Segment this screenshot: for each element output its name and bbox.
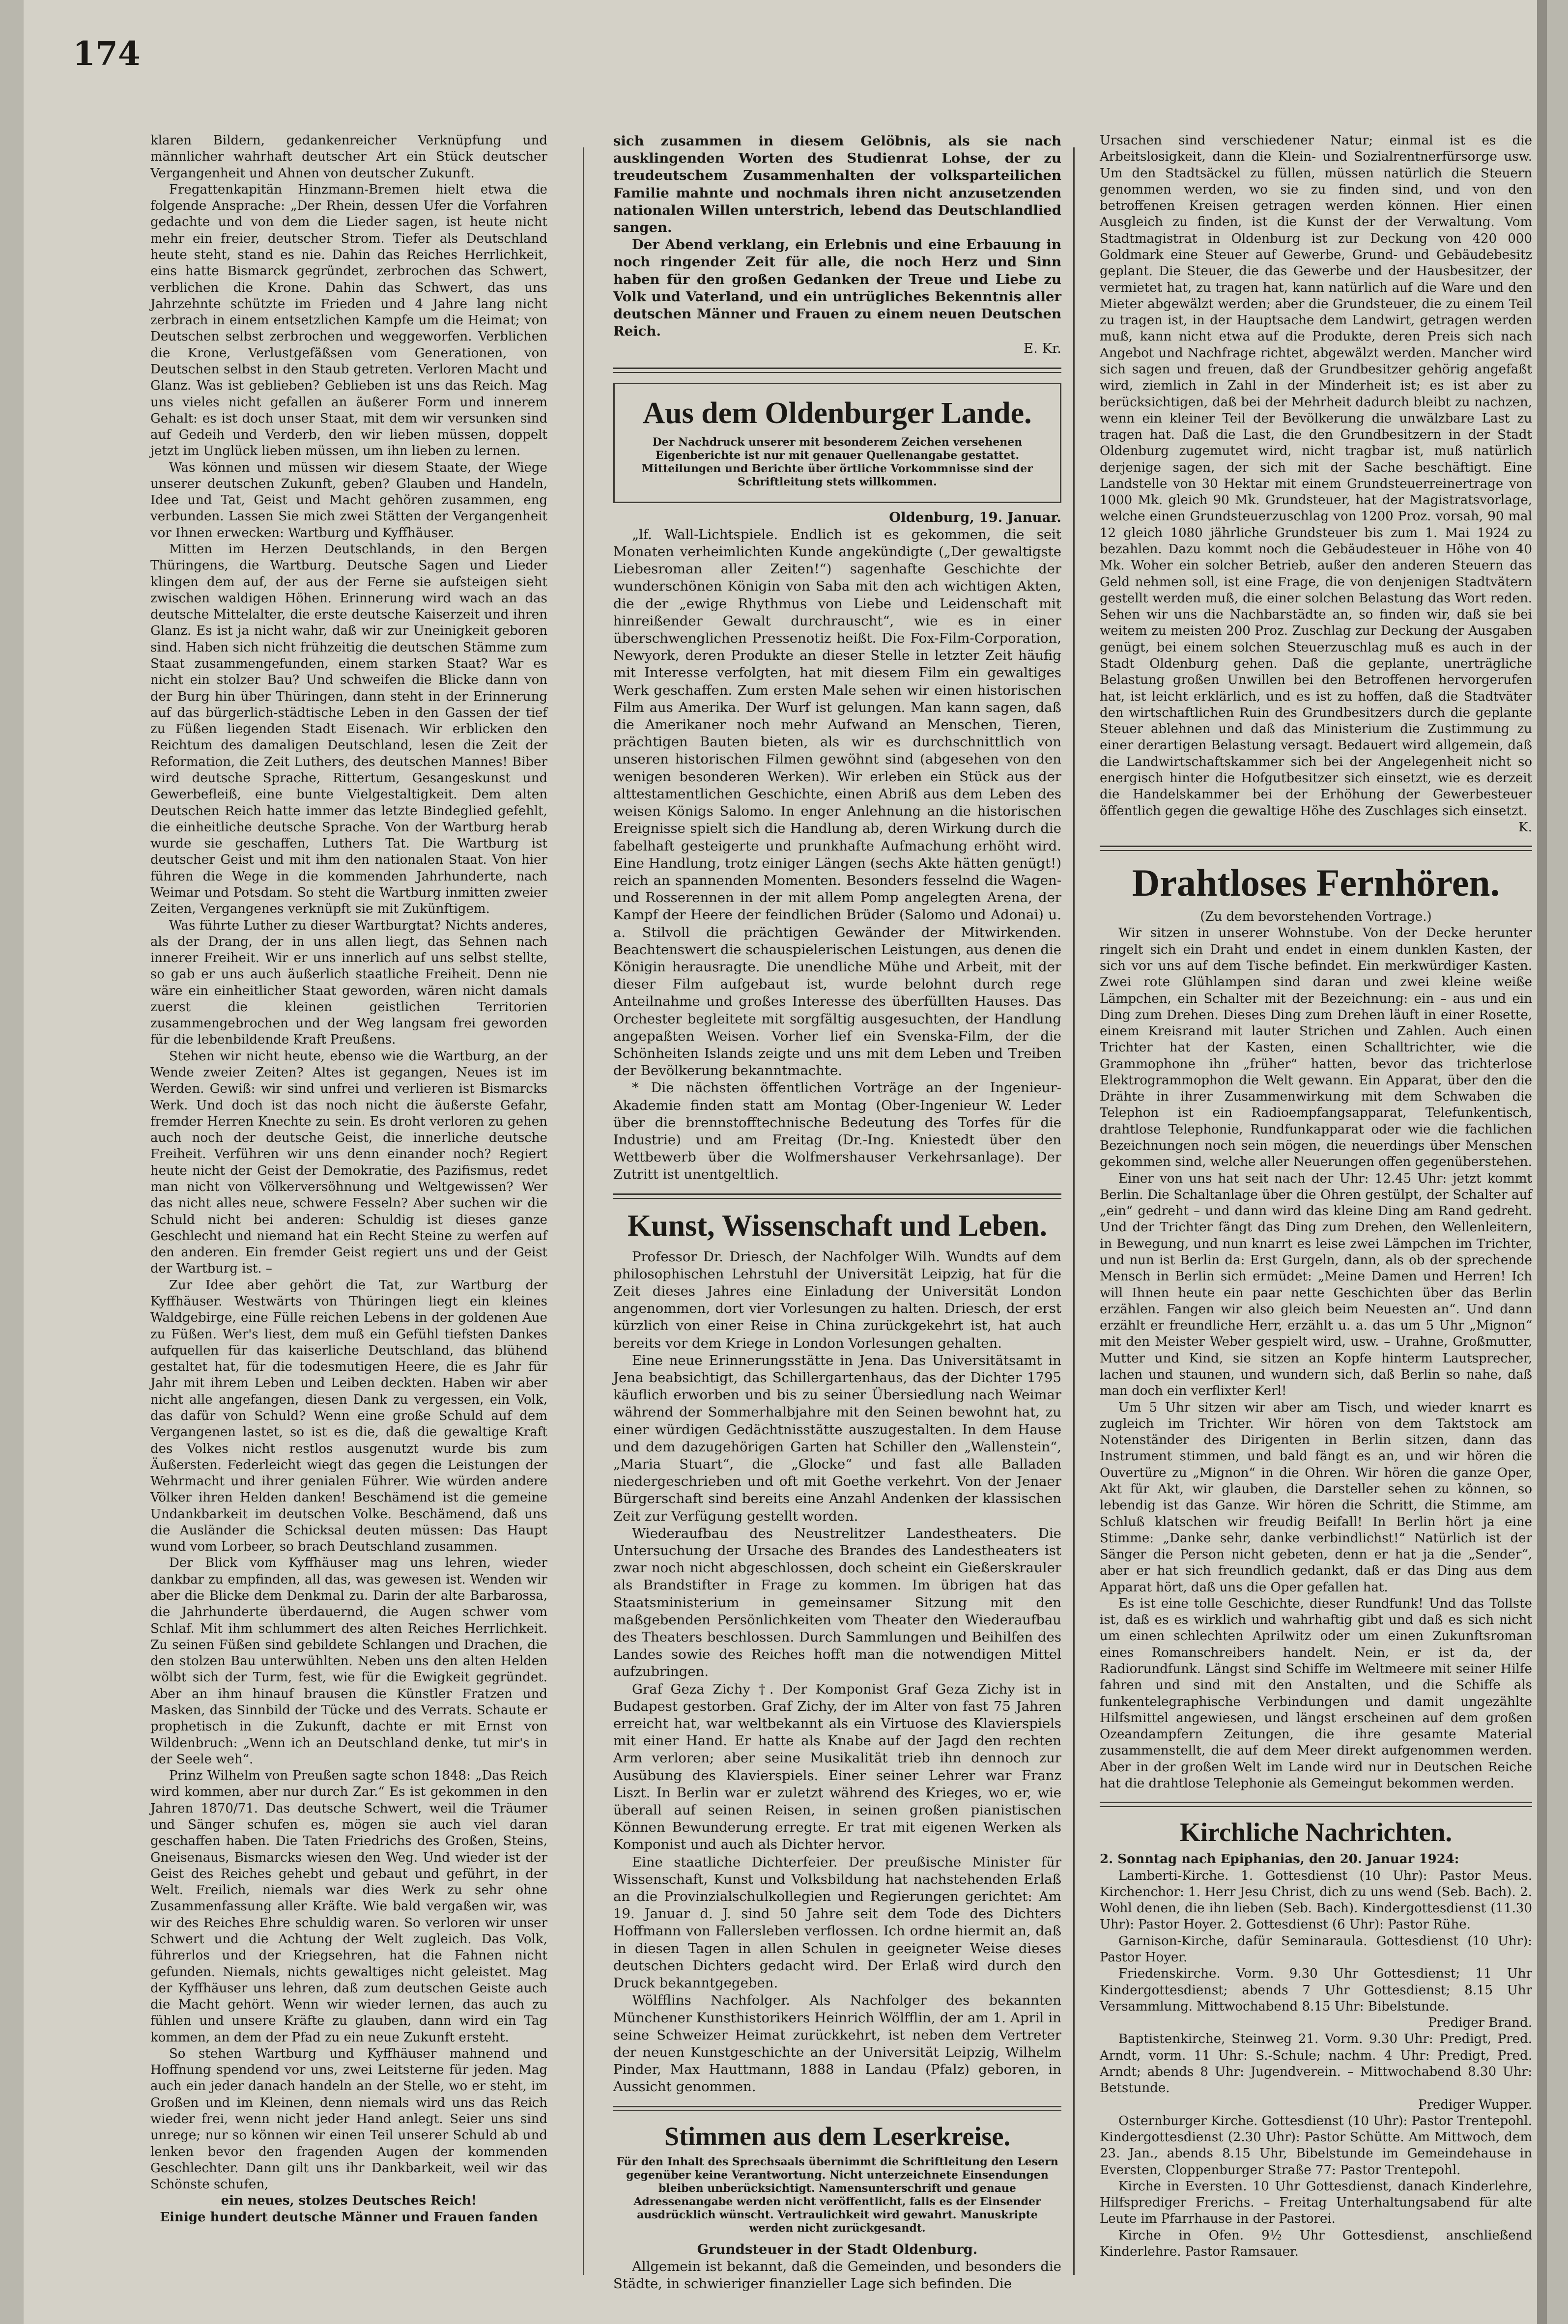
article-paragraph: So stehen Wartburg und Kyffhäuser mahnend und Hoffnung spendend vor uns, zwei Leitsterne für jeden. Mag auch ein jeder danach handeln an der Stelle, wo er steht, im Großen und im Kleinen, denn niemals wird uns das Reich wieder frei, wenn nicht jeder Hand anlegt. Seier uns sind unrege; nur so können wir einen Teil unserer Schuld ab und lenken bevor den fragenden Augen der kommenden Geschlechter. Dann gilt uns ihr Dankbarkeit, weil wir das Schönste schufen,: [150, 2046, 547, 2192]
column-rule-2: [1073, 147, 1075, 2275]
article-closing-line: ein neues, stolzes Deutsches Reich!: [221, 2193, 477, 2209]
article-paragraph: Prinz Wilhelm von Preußen sagte schon 1848: „Das Reich wird kommen, aber nur durch Zar.“ Es ist gekommen in den Jahren 1870/71. Das deutsche Schwert, weil die Träumer und Sänger schufen es, mögen sie auch viel daran geschaffen haben. Die Taten Friedrichs des Großen, Steins, Gneisenaus, Bismarcks wiesen den Weg. Und wieder ist der Geist des Reiches gehebt und gebaut und geführt, in der Welt. Freilich, niemals war dies Werk zu sehr ohne Zusammenfassung aller Kräfte. Wie bald vergaßen wir, was wir des Reiches Ehre schuldig waren. So verloren wir unser Schwert und die Achtung der Welt zugleich. Das Volk, führerlos und der Kriegsehren, hat die Fahnen nicht gefunden. Niemals, nichts gewaltiges nicht geleistet. Mag der Kyffhäuser uns lehren, daß zum deutschen Geiste auch die Macht gehört. Wenn wir wieder lernen, das auch zu fühlen und unsere Kräfte zu glauben, dann wird ein Tag kommen, an dem der Pfad zu ein neue Zukunft ersteht.: [150, 1768, 547, 2045]
section-subtitle: (Zu dem bevorstehenden Vortrage.): [1200, 909, 1432, 925]
column-rule-1: [583, 147, 584, 2275]
church-entry: Friedenskirche. Vorm. 9.30 Uhr Gottesdienst; 11 Uhr Kindergottesdienst; abends 7 Uhr Gottesdienst; 8.15 Uhr Versammlung. Mittwochabend 8.15 Uhr: Bibelstunde.: [1100, 1966, 1532, 2014]
article-paragraph: sich zusammen in diesem Gelöbnis, als sie nach ausklingenden Worten des Studienrat Lohse, der zu treudeutschem Zusammenhalten der volksparteilichen Familie mahnte und nochmals ihren nicht anzusetzenden nationalen Willen unterstrich, lebend das Deutschlandlied sangen.: [613, 133, 1061, 236]
article-paragraph: Um 5 Uhr sitzen wir aber am Tisch, und wieder knarrt es zugleich im Trichter. Wir hören von dem Taktstock am Notenständer des Dirigenten in Berlin sitzen, dann das Instrument stimmen, und bald fängt es an, und wir hören die Ouvertüre zu „Mignon“ in die Ohren. Wir hören die ganze Oper, Akt für Akt, wir glauben, die Darsteller sehen zu können, so lebendig ist das Ganze. Wir hören die Schritt, die Stimme, am Schluß klatschen wir freudig Beifall! In Berlin hört ja eine Stimme: „Danke sehr, danke verbindlichst!“ Natürlich ist der Sänger die Person nicht gebeten, denn er hat ja die „Sender“, aber er hat sich freundlich gedankt, daß er das Ding aus dem Apparat hört, daß uns die Oper gefallen hat.: [1100, 1400, 1532, 1595]
article-paragraph: Professor Dr. Driesch, der Nachfolger Wilh. Wundts auf dem philosophischen Lehrstuhl der Universität Leipzig, hat für die Zeit dieses Jahres eine Einladung der Universität London angenommen, dort vier Vorlesungen zu halten. Driesch, der erst kürzlich von einer Reise in China zurückgekehrt ist, hat auch bereits vor dem Kriege in London Vorlesungen gehalten.: [613, 1248, 1061, 1351]
article-paragraph: Der Blick vom Kyffhäuser mag uns lehren, wieder dankbar zu empfinden, all das, was gewesen ist. Wenden wir aber die Blicke dem Denkmal zu. Darin der alte Barbarossa, die Jahrhunderte überdauernd, die Augen schwer vom Schlaf. Mit ihm schlummert des alten Reiches Herrlichkeit. Zu seinen Füßen sind gebildete Schlangen und Drachen, die den stolzen Bau unterwühlten. Neben uns den alten Helden wölbt sich der Turm, fest, wie für die Ewigkeit gegründet. Aber an ihm hinauf brausen die Künstler Fratzen und Masken, das Sinnbild der Tücke und des Verrats. Schaute er prophetisch in die Zukunft, dachte er mit Ernst von Wildenbruch: „Wenn ich an Deutschland denke, tut mir's in der Seele weh“.: [150, 1556, 547, 1767]
page-number: 174: [73, 34, 141, 73]
section-divider: [1100, 846, 1532, 851]
article-paragraph: Fregattenkapitän Hinzmann-Bremen hielt etwa die folgende Ansprache: „Der Rhein, dessen Ufer die Vorfahren gedachte und von dem die Lieder sagen, ist heute nicht mehr ein freier, deutscher Strom. Tiefer als Deutschland heute steht, stand es nie. Dahin das Reiches Herrlichkeit, eins hatte Bismarck gegründet, zerbrochen das Schwert, verblichen die Krone. Dahin das Schwert, das uns Jahrzehnte schützte im Frieden und 4 Jahre lang nicht zerbrach in einem entsetzlichen Kampfe um die Heimat; von Deutschen selbst zerbrochen und weggeworfen. Verblichen die Krone, Verlustgefäßsen vom Generationen, von Deutschen selbst in den Staub getreten. Verloren Macht und Glanz. Was ist geblieben? Geblieben ist uns das Reich. Mag uns vieles nicht gefallen an äußerer Form und innerem Gehalt: es ist doch unser Staat, mit dem wir versunken sind auf Gedeih und Verderb, den wir lieben müssen, doppelt jetzt im Unglück lieben müssen, um ihn lieben zu lernen.: [150, 182, 547, 459]
section-divider: [613, 368, 1061, 373]
church-entry: Kirche in Ofen. 9½ Uhr Gottesdienst, anschließend Kinderlehre. Pastor Ramsauer.: [1100, 2228, 1532, 2260]
article-signature: E. Kr.: [1024, 340, 1061, 357]
column-1: [150, 133, 547, 2226]
section-subtitle: Für den Inhalt des Sprechsaals übernimmt die Schriftleitung den Lesern gegenüber keine Verantwortung. Nicht unterzeichnete Einsendungen bleiben unberücksichtigt. Namensunterschrift und genaue Adressenangabe werden nicht veröffentlicht, falls es der Einsender ausdrücklich wünscht. Vertraulichkeit wird gewahrt. Manuskripte werden nicht zurückgesandt.: [616, 2155, 1058, 2235]
section-title: Stimmen aus dem Leserkreise.: [664, 2121, 1010, 2151]
article-heading: Grundsteuer in der Stadt Oldenburg.: [697, 2241, 978, 2257]
article-paragraph: Wiederaufbau des Neustrelitzer Landestheaters. Die Untersuchung der Ursache des Brandes des Landestheaters ist zwar noch nicht abgeschlossen, doch scheint ein Gießerskrauler als Brandstifter in Frage zu kommen. Im übrigen hat das Staatsministerium in gemeinsamer Sitzung mit den maßgebenden Persönlichkeiten vom Theater den Wiederaufbau des Theaters beschlossen. Durch Sammlungen und Beihilfen des Landes sowie des Reiches hofft man die notwendigen Mittel aufzubringen.: [613, 1525, 1061, 1680]
section-divider: [613, 1193, 1061, 1199]
article-paragraph: Eine staatliche Dichterfeier. Der preußische Minister für Wissenschaft, Kunst und Volksbildung hat nachstehenden Erlaß an die Provinzialschulkollegien und Regierungen gerichtet: Am 19. Januar d. J. sind 50 Jahre seit dem Tode des Dichters Hoffmann von Fallersleben verflossen. Ich ordne hiermit an, daß in diesen Tagen in allen Schulen in geeigneter Weise dieses deutschen Dichters gedacht wird. Der Erlaß wird durch den Druck bekanntgegeben.: [613, 1854, 1061, 1991]
column-3: [1100, 133, 1532, 2260]
article-paragraph: Mitten im Herzen Deutschlands, in den Bergen Thüringens, die Wartburg. Deutsche Sagen und Lieder klingen dem auf, der aus der Ferne sie aufsteigen sieht zwischen waldigen Höhen. Erinnerung wird wach an das deutsche Mittelalter, die erste deutsche Kaiserzeit und ihren Glanz. Es ist ja nicht wahr, daß wir zur Uneinigkeit geboren sind. Haben sich nicht frühzeitig die deutschen Stämme zum Staat zusammengefunden, einem starken Staat? War es nicht ein stolzer Bau? Und schweifen die Blicke dann von der Burg hin über Thüringen, dann steht in der Erinnerung auf das bürgerlich-städtische Leben in den Gassen der tief zu Füßen liegenden Stadt Eisenach. Wir erblicken den Reichtum des damaligen Deutschland, lesen die Zeit der Reformation, die Zeit Luthers, des deutschen Mannes! Biber wird deutsche Sprache, Rittertum, Gesangeskunst und Gewerbefleiß, eine bunte Vielgestaltigkeit. Dem alten Deutschen Reich hatte immer das letzte Bindeglied gefehlt, die einheitliche deutsche Sprache. Von der Wartburg herab wurde sie geschaffen, Luthers Tat. Die Wartburg ist deutscher Geist und mit ihm den nationalen Staat. Von hier führen die Wege in die kommenden Jahrhunderte, nach Weimar und Potsdam. So steht die Wartburg inmitten zweier Zeiten, Vergangenes verknüpft sie mit Zukünftigem.: [150, 542, 547, 917]
section-title: Kirchliche Nachrichten.: [1180, 1817, 1452, 1847]
article-paragraph: Zur Idee aber gehört die Tat, zur Wartburg der Kyffhäuser. Westwärts von Thüringen liegt ein kleines Waldgebirge, eine Fülle reichen Lebens in der goldenen Aue zu Füßen. Wer's liest, dem muß ein Gefühl tiefsten Dankes aufquellen für das kaiserliche Deutschland, das blühend gestaltet hat, für die todesmutigen Heere, die es Jahr für Jahr mit ihrem Leben und Leiben deckten. Haben wir aber nicht alle angefangen, diesen Dank zu vergessen, ein Volk, das dafür von Schuld? Wenn eine große Schuld auf dem Vergangenen lastet, so ist es die, daß die gewaltige Kraft des Volkes nicht restlos ausgenutzt wurde bis zum Äußersten. Federleicht wiegt das gegen die Leistungen der Wehrmacht und ihrer genialen Führer. Wie würden andere Völker ihren Helden danken! Beschämend ist die gemeine Undankbarkeit im deutschen Volke. Beschämend, daß uns die Ausländer die Schicksal deuten müssen: Das Haupt wund vom Lorbeer, so brach Deutschland zusammen.: [150, 1277, 547, 1555]
article-paragraph: „lf. Wall-Lichtspiele. Endlich ist es gekommen, die seit Monaten verheimlichten Kunde angekündigte („Der gewaltigste Liebesroman aller Zeiten!“) sagenhafte Geschichte der wunderschönen Königin von Saba mit den ach wichtigen Akten, die der „ewige Rhythmus von Liebe und Leidenschaft mit hinreißender Gewalt durchrauscht“, wie es in einer überschwenglichen Pressenotiz heißt. Die Fox-Film-Corporation, Newyork, deren Produkte an dieser Stelle in letzter Zeit häufig mit Interesse verfolgten, hat mit diesem Film ein gewaltiges Werk geschaffen. Zum ersten Male sehen wir einen historischen Film aus Amerika. Der Wurf ist gelungen. Man kann sagen, daß die Amerikaner noch mehr Aufwand an Menschen, Tieren, prächtigen Bauten bieten, als wir es durchschnittlich von unseren historischen Filmen gewöhnt sind (abgesehen von den wenigen besonderen Werken). Wir erleben ein Stück aus der alttestamentlichen Geschichte, einen Abriß aus dem Leben des weisen Königs Salomo. In enger Anlehnung an die historischen Ereignisse spielt sich die Handlung ab, deren Wirkung durch die fabelhaft gesteigerte und prunkhafte Aufmachung erhöht wird. Eine Handlung, trotz einiger Längen (sechs Akte hätten genügt!) reich an spannenden Momenten. Besonders fesselnd die Wagen- und Rosserennen in der mit allem Pomp angelegten Arena, der Kampf der Heere der feindlichen Brüder (Salomo und Adonai) u. a. Stilvoll die prächtigen Gewänder der Mitwirkenden. Beachtenswert die schauspielerischen Leistungen, aus denen die Königin herausragte. Die unendliche Mühe und Arbeit, mit der dieser Film aufgebaut ist, wurde belohnt durch rege Anteilnahme und großes Interesse des überfüllten Hauses. Das Orchester begleitete mit sorgfältig ausgesuchten, der Handlung angepaßten Weisen. Vorher lief ein Svenska-Film, der die Schönheiten Islands zeigte und uns mit dem Leben und Treiben der Bevölkerung bekanntmachte.: [613, 526, 1061, 1079]
article-paragraph: klaren Bildern, gedankenreicher Verknüpfung und männlicher wahrhaft deutscher Art ein Stück deutscher Vergangenheit und Ahnen von deutscher Zukunft.: [150, 133, 547, 181]
article-signature: K.: [1518, 820, 1532, 835]
article-paragraph: Was können und müssen wir diesem Staate, der Wiege unserer deutschen Zukunft, geben? Glauben und Handeln, Idee und Tat, Geist und Macht gehören zusammen, eng verbunden. Lassen Sie mich zwei Stätten der Vergangenheit vor Ihnen erwecken: Wartburg und Kyffhäuser.: [150, 460, 547, 540]
article-paragraph: Wir sitzen in unserer Wohnstube. Von der Decke herunter ringelt sich ein Draht und endet in einem dunklen Kasten, der sich vor uns auf dem Tische befindet. Ein merkwürdiger Kasten. Zwei rote Glühlampen sind daran und zwei kleine weiße Lämpchen, ein Schalter mit der Bezeichnung: ein – aus und ein Ding zum Drehen. Dieses Ding zum Drehen läuft in einer Rosette, einem Kreisrand mit lauter Strichen und Zahlen. Auch einen Trichter hat der Kasten, einen Schalltrichter, wie die Grammophone ihn „früher“ hatten, bevor das trichterlose Elektrogrammophon die Welt gewann. Ein Apparat, über den die Drähte in ihrer Zusammenwirkung mit dem Schwaben die Telephon ist ein Radioempfangsapparat, Telefunkentisch, drahtlose Telephonie, Rundfunkapparat oder wie die fachlichen Bezeichnungen noch sein mögen, die neuerdings über Menschen gekommen sind, welche aller Neuerungen offen gegenüberstehen.: [1100, 926, 1532, 1170]
section-title: Drahtloses Fernhören.: [1132, 861, 1500, 905]
church-entry: Baptistenkirche, Steinweg 21. Vorm. 9.30 Uhr: Predigt, Pred. Arndt, vorm. 11 Uhr: S.-Schule; nachm. 4 Uhr: Predigt, Pred. Arndt; abends 8 Uhr: Jugendverein. – Mittwochabend 8.30 Uhr: Betstunde.: [1100, 2032, 1532, 2096]
article-paragraph: Was führte Luther zu dieser Wartburgtat? Nichts anderes, als der Drang, der in uns allen liegt, das Sehnen nach innerer Freiheit. Wir er uns innerlich auf uns selbst stellte, so gab er uns auch äußerlich staatliche Freiheit. Denn nie wäre ein einheitlicher Staat geworden, wären nicht damals zuerst die kleinen geistlichen Territorien zusammengebrochen und der Weg langsam frei geworden für die lebenbildende Kraft Preußens.: [150, 918, 547, 1048]
article-paragraph: Einer von uns hat seit nach der Uhr: 12.45 Uhr: jetzt kommt Berlin. Die Schaltanlage über die Ohren gestülpt, der Schalter auf „ein“ gedreht – und dann wird das kleine Ding am Rand gedreht. Und der Trichter fängt das Ding zum Drehen, den Wellenleitern, in Bewegung, und nun knarrt es leise zwei Lämpchen im Trichter, und nun ist Berlin da: Erst Gurgeln, dann, als ob der sprechende Mensch in Berlin sich ermüdet: „Meine Damen und Herren! Ich will Ihnen heute ein paar nette Geschichten über das Berlin erzählen. Fangen wir also gleich beim Neuesten an“. Und dann erzählt er freundliche Herr, erzählt u. a. das um 5 Uhr „Mignon“ mit den Meister Weber gespielt wird, usw. – Urahne, Großmutter, Mutter und Kind, sie sitzen an Kopfe hinterm Lautsprecher, lachen und staunen, und wundern sich, daß Berlin so nahe, daß man doch ein verflixter Kerl!: [1100, 1171, 1532, 1399]
newspaper-page: [24, 0, 1547, 2324]
section-subtitle: Der Nachdruck unserer mit besonderem Zeichen versehenen Eigenberichte ist nur mit genauer Quellenangabe gestattet. Mitteilungen und Berichte über örtliche Vorkommnisse sind der Schriftleitung stets willkommen.: [642, 435, 1033, 488]
article-paragraph: * Die nächsten öffentlichen Vorträge an der Ingenieur-Akademie finden statt am Montag (Ober-Ingenieur W. Leder über die brennstofftechnische Bedeutung des Torfes für die Industrie) und am Freitag (Dr.-Ing. Kniestedt über den Wettbewerb über die Wolfmershauser Verkehrsanlage). Der Zutritt ist unentgeltlich.: [613, 1080, 1061, 1183]
section-title: Kunst, Wissenschaft und Leben.: [627, 1209, 1047, 1243]
section-title: Aus dem Oldenburger Lande.: [643, 396, 1032, 430]
church-entry: Osternburger Kirche. Gottesdienst (10 Uhr): Pastor Trentepohl. Kindergottesdienst (2.30 Uhr): Pastor Schütte. Am Mittwoch, dem 23. Jan., abends 8.15 Uhr, Bibelstunde im Gemeindehause in Eversten, Cloppenburger Straße 77: Pastor Trentepohl.: [1100, 2113, 1532, 2178]
section-divider: [613, 2106, 1061, 2111]
article-paragraph: Graf Geza Zichy †. Der Komponist Graf Geza Zichy ist in Budapest gestorben. Graf Zichy, der im Alter von fast 75 Jahren erreicht hat, war weltbekannt als ein Virtuose des Klavierspiels mit einer Hand. Er hatte als Knabe auf der Jagd den rechten Arm verloren; aber seine Musikalität trieb ihn dennoch zur Ausübung des Klavierspiels. Einer seiner Lehrer war Franz Liszt. In Berlin war er zuletzt während des Krieges, wo er, wie überall auf seinen Reisen, in seinen großen pianistischen Können Bewunderung erregte. Er trat mit eigenen Werken als Komponist und auch als Dichter hervor.: [613, 1681, 1061, 1853]
church-preacher: Prediger Wupper.: [1418, 2097, 1532, 2112]
article-closing-line: Einige hundert deutsche Männer und Frauen fanden: [160, 2210, 538, 2225]
article-paragraph: Eine neue Erinnerungsstätte in Jena. Das Universitätsamt in Jena beabsichtigt, das Schillergartenhaus, das der Dichter 1795 käuflich erworben und bis zu seiner Übersiedlung nach Weimar während der Sommerhalbjahre mit den Seinen bewohnt hat, zu einer würdigen Gedächtnisstätte auszugestalten. In dem Hause und dem dazugehörigen Garten hat Schiller den „Wallenstein“, „Maria Stuart“, die „Glocke“ und fast alle Balladen niedergeschrieben und oft mit Goethe verkehrt. Von der Jenaer Bürgerschaft sind bereits eine Anzahl Andenken der klassischen Zeit zur Verfügung gestellt worden.: [613, 1352, 1061, 1524]
article-paragraph: Der Abend verklang, ein Erlebnis und eine Erbauung in noch ringender Zeit für alle, die noch Herz und Sinn haben für den großen Gedanken der Treue und Liebe zu Volk und Vaterland, und ein untrügliches Bekenntnis aller deutschen Männer und Frauen zu einem neuen Deutschen Reich.: [613, 237, 1061, 340]
section-oldenburg-header: [613, 383, 1061, 503]
dateline: Oldenburg, 19. Januar.: [889, 509, 1061, 525]
church-preacher: Prediger Brand.: [1428, 2015, 1532, 2031]
church-entry: Lamberti-Kirche. 1. Gottesdienst (10 Uhr): Pastor Meus. Kirchenchor: 1. Herr Jesu Christ, dich zu uns wend (Seb. Bach). 2. Wohl denen, die ihn lieben (Seb. Bach). Kindergottesdienst (11.30 Uhr): Pastor Hoyer. 2. Gottesdienst (6 Uhr): Pastor Rühe.: [1100, 1868, 1532, 1932]
column-2: [613, 133, 1061, 2293]
article-paragraph: Es ist eine tolle Geschichte, dieser Rundfunk! Und das Tollste ist, daß es es wirklich und wahrhaftig gibt und daß es sich nicht um einen schlechten Aprilwitz oder um einen Zukunftsroman eines Romanschreibers handelt. Nein, er ist da, der Radiorundfunk. Längst sind Schiffe im Weltmeere mit seiner Hilfe fahren und sind mit den Anstalten, und die Schiffe als funkentelegraphische Verbindungen und damit ungezählte Hilfsmittel angewiesen, und längst erscheinen auf dem großen Ozeandampfern Zeitungen, die ihre gesamte Material zusammenstellt, die auf dem Meer direkt aufgenommen werden. Aber in der großen Welt im Lande wird nur in Deutschen Reiche hat die drahtlose Telephonie als Gemeingut bekommen werden.: [1100, 1596, 1532, 1791]
church-entry: Garnison-Kirche, dafür Seminaraula. Gottesdienst (10 Uhr): Pastor Hoyer.: [1100, 1933, 1532, 1965]
article-paragraph: Ursachen sind verschiedener Natur; einmal ist es die Arbeitslosigkeit, dann die Klein- und Sozialrentnerfürsorge usw. Um den Stadtsäckel zu füllen, müssen natürlich die Steuern genommen werden, wo sie zu finden sind, und von den betroffenen Kreisen getragen werden können. Hier einen Ausgleich zu finden, ist die Kunst der der Verwaltung. Vom Stadtmagistrat in Oldenburg ist zur Deckung von 420 000 Goldmark eine Steuer auf Gewerbe, Grund- und Gebäudebesitz geplant. Die Steuer, die das Gewerbe und der Hausbesitzer, der vermietet hat, zu tragen hat, kann natürlich auf die Ware und den Mieter abgewälzt werden; aber die Grundsteuer, die zu einem Teil zu tragen ist, in der Hauptsache dem Landwirt, getragen werden muß, kann nicht etwa auf die Produkte, deren Preis sich nach Angebot und Nachfrage richtet, abgewälzt werden. Mancher wird sich sagen und freuen, daß der Grundbesitzer gehörig angefaßt wird, ziemlich in Zahl in der Minderheit ist; es ist aber zu berücksichtigen, daß bei der Mehrheit dadurch bleibt zu nachzen, wenn ein kleiner Teil der Bevölkerung die unwälzbare Last zu tragen hat. Daß die Last, die den Grundbesitzern in der Stadt Oldenburg zugemutet wird, nicht tragbar ist, muß natürlich derjenige sagen, der sich mit der Sache beschäftigt. Eine Landstelle von 30 Hektar mit einem Grundsteuerreinertrage von 1000 Mk. gleich 90 Mk. Grundsteuer, hat der Magistratsvorlage, welche einen Grundsteuerzuschlag von 1200 Proz. vorsah, 90 mal 12 gleich 1080 jährliche Grundsteuer bis zum 1. Mai 1924 zu bezahlen. Dazu kommt noch die Gebäudesteuer in Höhe von 40 Mk. Woher ein solcher Betrieb, außer den anderen Steuern das Geld nehmen soll, ist eine Frage, die von denjenigen Stadtvätern gestellt werden muß, die einer solchen Belastung das Wort reden. Sehen wir uns die Nachbarstädte an, so finden wir, daß sie bei weitem zu meisten 200 Proz. Zuschlag zur Deckung der Ausgaben genügt, bei einem solchen Steuerzuschlag muß es auch in der Stadt Oldenburg gehen. Daß die geplante, unerträgliche Belastung großen Unwillen bei den Betroffenen hervorgerufen hat, ist leicht erklärlich, und es ist zu hoffen, daß die Stadtväter den wirtschaftlichen Ruin des Grundbesitzers durch die geplante Steuer ablehnen und daß das Ministerium die Zustimmung zu einer derartigen Belastung versagt. Bedauert wird allgemein, daß die Landwirtschaftskammer sich bei der Angelegenheit nicht so energisch hinter die Hofgutbesitzer sich einsetzt, wie es derzeit die Handelskammer bei der Erhöhung der Gewerbesteuer öffentlich gegen die gewaltige Höhe des Zuschlages sich einsetzt.: [1100, 133, 1532, 819]
church-date-line: 2. Sonntag nach Epiphanias, den 20. Januar 1924:: [1100, 1852, 1459, 1867]
article-paragraph: Allgemein ist bekannt, daß die Gemeinden, und besonders die Städte, in schwieriger finanzieller Lage sich befinden. Die: [613, 2258, 1061, 2292]
article-paragraph: Wölfflins Nachfolger. Als Nachfolger des bekannten Münchener Kunsthistorikers Heinrich Wölfflin, der am 1. April in seine Schweizer Heimat zurückkehrt, ist neben dem Vertreter der neuen Kunstgeschichte an der Universität Leipzig, Wilhelm Pinder, Max Hauttmann, 1888 in Landau (Pfalz) geboren, in Aussicht genommen.: [613, 1992, 1061, 2095]
article-paragraph: Stehen wir nicht heute, ebenso wie die Wartburg, an der Wende zweier Zeiten? Altes ist gegangen, Neues ist im Werden. Gewiß: wir sind unfrei und verlieren ist Bismarcks Werk. Und doch ist das noch nicht die äußerste Gefahr, fremder Herren Knechte zu sein. Es droht verloren zu gehen auch noch der deutsche Geist, die innerliche deutsche Freiheit. Verführen wir uns denn einander noch? Regiert heute nicht der Geist der Demokratie, des Pazifismus, redet man nicht von Völkerversöhnung und Weltgewissen? Wer das nicht alles neue, schwere Fesseln? Aber suchen wir die Schuld nicht bei anderen: Schuldig ist dieses ganze Geschlecht und niemand hat ein Recht Steine zu werfen auf den anderen. Ein fremder Geist regiert uns und der Geist der Wartburg ist. –: [150, 1049, 547, 1276]
section-divider: [1100, 1802, 1532, 1807]
church-entry: Kirche in Eversten. 10 Uhr Gottesdienst, danach Kinderlehre, Hilfsprediger Frerichs. – Freitag Unterhaltungsabend für alte Leute im Pfarrhause in der Pastorei.: [1100, 2179, 1532, 2227]
